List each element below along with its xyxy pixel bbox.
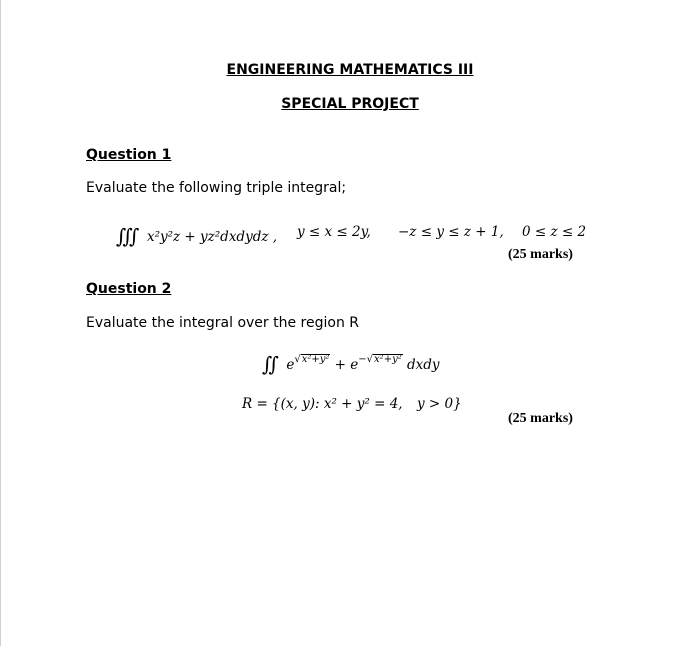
exp-base-1: e [286, 357, 295, 373]
exp-plus: + e [330, 357, 359, 373]
question-1-marks: (25 marks) [508, 247, 573, 262]
question-2-prompt: Evaluate the integral over the region R [86, 315, 360, 331]
region-condition: y > 0} [417, 396, 462, 412]
document-subtitle: SPECIAL PROJECT [281, 96, 419, 112]
triple-integrand: x²y²z + yz²dxdydz , [146, 229, 278, 245]
exp-root-2: −√x²+y² [358, 354, 402, 365]
x-limits: y ≤ x ≤ 2y, [297, 224, 371, 240]
z-limits: 0 ≤ z ≤ 2 [522, 224, 587, 240]
document-title: ENGINEERING MATHEMATICS III [226, 62, 474, 78]
triple-integral [116, 222, 277, 246]
double-integral [262, 350, 440, 374]
triple-integral-sign-icon: ∭ [116, 224, 133, 248]
question-1-prompt: Evaluate the following triple integral; [86, 180, 347, 196]
question-2-marks: (25 marks) [508, 411, 573, 426]
y-limits: −z ≤ y ≤ z + 1, [398, 224, 504, 240]
question-1-label: Question 1 [86, 147, 172, 163]
question-2-label: Question 2 [86, 281, 172, 297]
exp-root-1: √x²+y² [294, 354, 330, 365]
double-integral-sign-icon: ∬ [262, 352, 273, 376]
region-definition: R = {(x, y): x² + y² = 4, [242, 396, 403, 412]
differential: dxdy [402, 357, 440, 373]
